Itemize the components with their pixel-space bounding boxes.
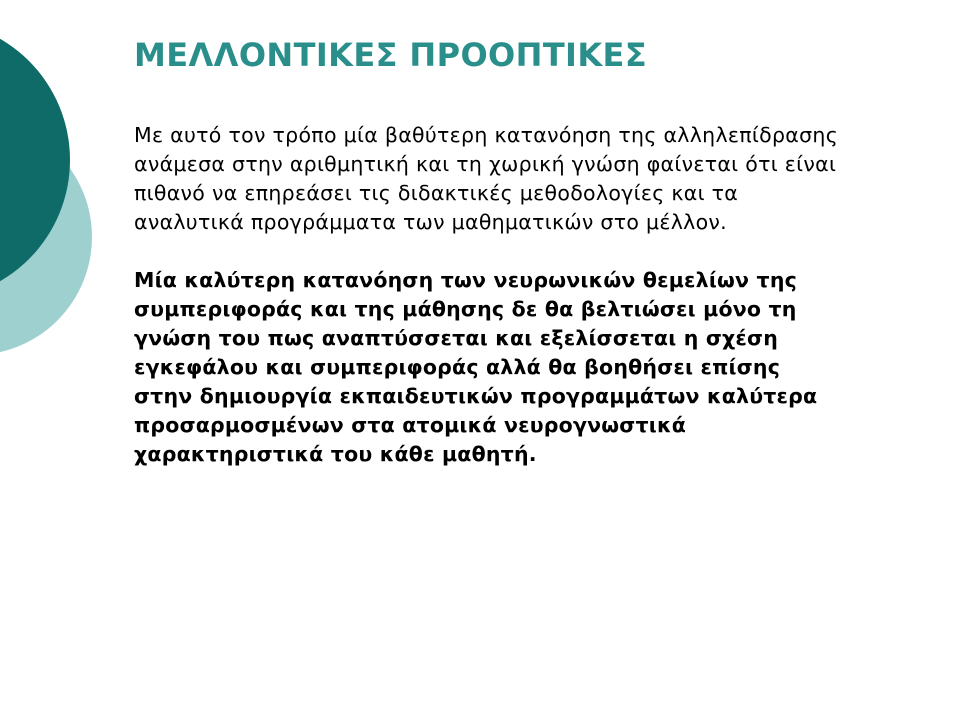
- body-paragraph-2-bold: Μία καλύτερη κατανόηση των νευρωνικών θεμελίων της συμπεριφοράς και της μάθησης δε θα βελτιώσει μόνο τη γνώση του πως αναπτύσσεται και εξελίσσεται η σχέση εγκεφάλου και συμπεριφοράς αλλά θα βοηθήσει επίσης στην δημιουργία εκπαιδευτικών προγραμμάτων καλύτερα προσαρμοσμένων στα ατομικά νευρογνωστικά χαρακτηριστικά του κάθε μαθητή.: [134, 268, 818, 466]
- slide-title: ΜΕΛΛΟΝΤΙΚΕΣ ΠΡΟΟΠΤΙΚΕΣ: [134, 36, 648, 74]
- body-paragraph-1: Με αυτό τον τρόπο μία βαθύτερη κατανόηση της αλληλεπίδρασης ανάμεσα στην αριθμητική και τη χωρική γνώση φαίνεται ότι είναι πιθανό να επηρεάσει τις διδακτικές μεθοδολογίες και τα αναλυτικά προγράμματα των μαθηματικών στο μέλλον.: [134, 123, 839, 234]
